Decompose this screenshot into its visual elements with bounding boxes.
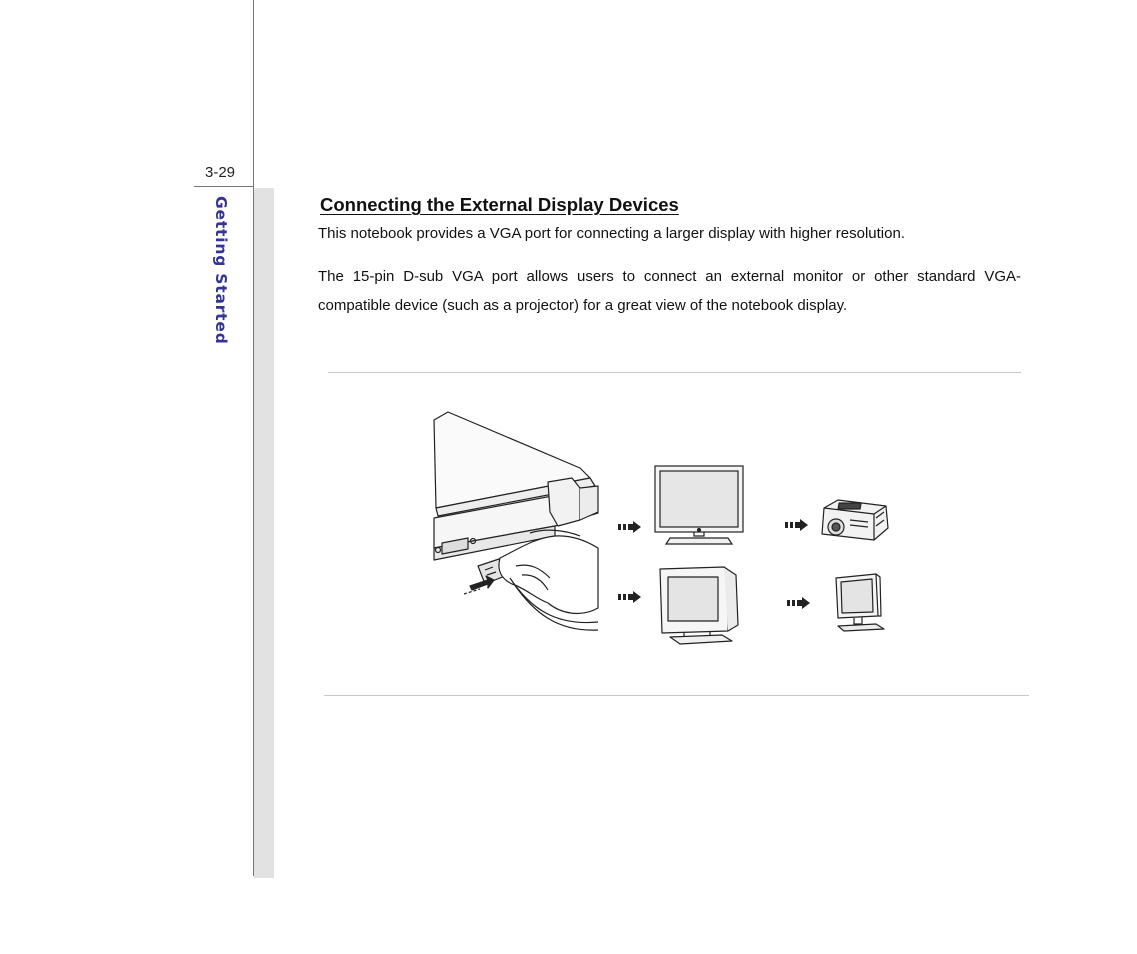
crt-monitor-icon bbox=[656, 565, 742, 645]
section-tab-label: Getting Started bbox=[212, 196, 230, 345]
laptop-vga-port-icon bbox=[430, 408, 605, 633]
side-band bbox=[254, 188, 274, 878]
arrow-right-icon bbox=[787, 597, 811, 609]
figure-top-rule bbox=[328, 372, 1021, 373]
projector-icon bbox=[818, 498, 890, 546]
page-number: 3-29 bbox=[205, 164, 236, 181]
arrow-right-icon bbox=[618, 521, 642, 533]
lcd-tv-icon bbox=[652, 464, 746, 548]
figure-bottom-rule bbox=[324, 695, 1029, 696]
page-number-rule bbox=[194, 186, 254, 187]
body-paragraph: The 15-pin D-sub VGA port allows users to connect an external monitor or other standard VGA-compatible device (such as a projector) for a great view of the notebook display. bbox=[318, 268, 1021, 314]
section-heading: Connecting the External Display Devices bbox=[320, 194, 679, 215]
vga-connection-figure bbox=[430, 408, 900, 648]
lcd-monitor-icon bbox=[832, 572, 890, 634]
section-tab bbox=[212, 196, 236, 346]
arrow-right-icon bbox=[785, 519, 809, 531]
intro-paragraph: This notebook provides a VGA port for connecting a larger display with higher resolution. bbox=[318, 225, 905, 242]
arrow-right-icon bbox=[618, 591, 642, 603]
